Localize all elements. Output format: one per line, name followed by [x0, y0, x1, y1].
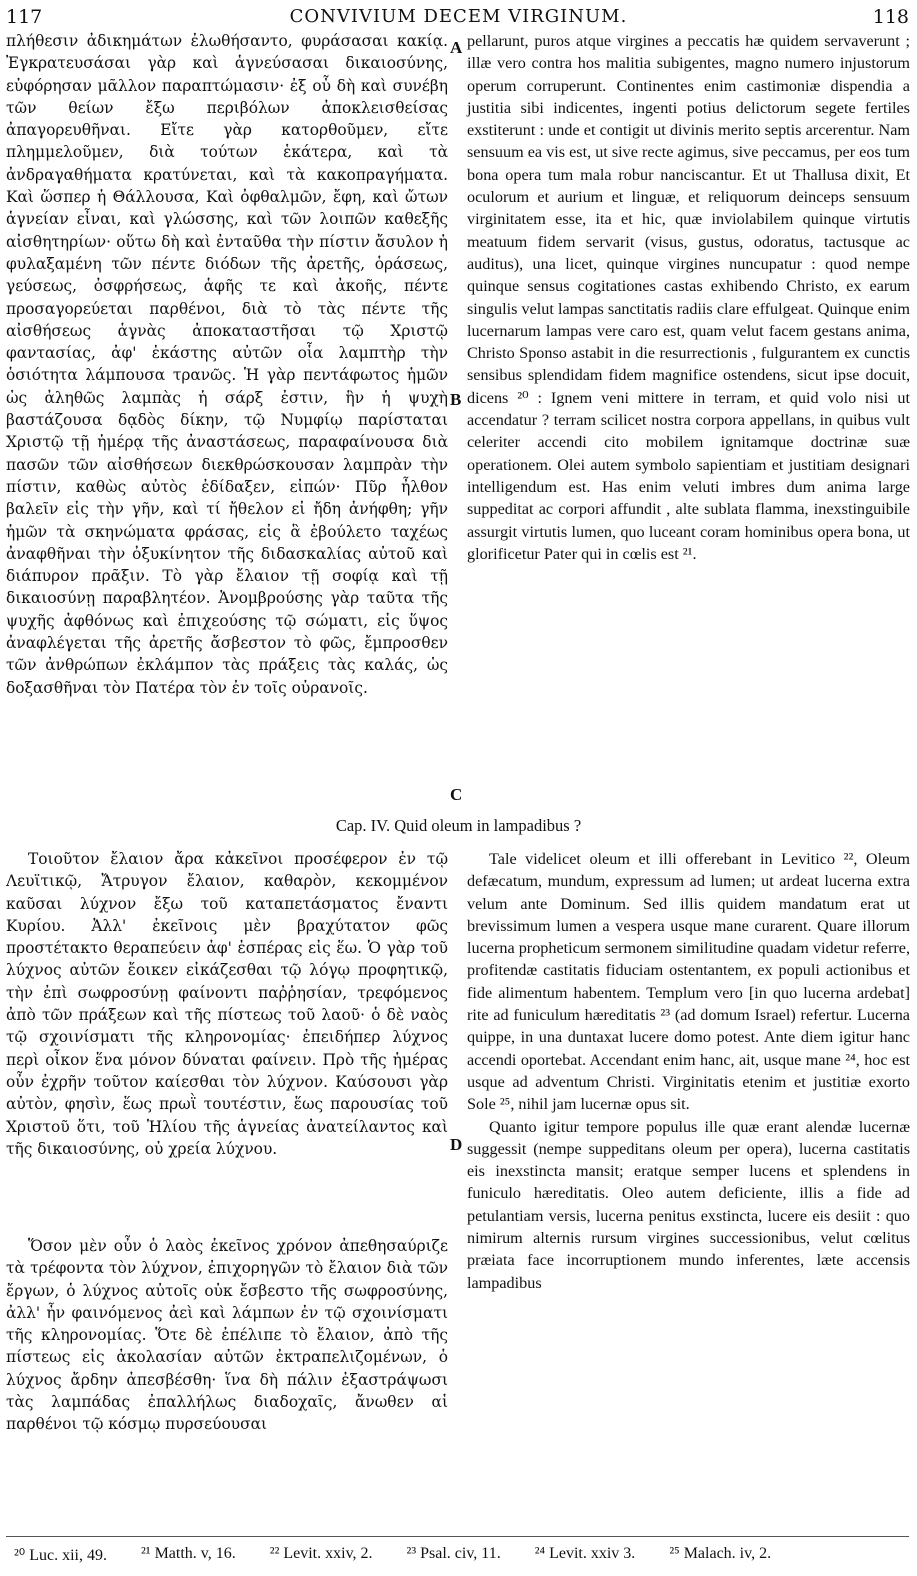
footnote: ²¹ Matth. v, 16.	[140, 1545, 236, 1562]
margin-marker-c: C	[450, 785, 463, 804]
running-header	[0, 4, 917, 30]
latin-column-bottom	[467, 848, 910, 1294]
latin-column-top	[467, 30, 910, 565]
chapter-heading: Cap. IV. Quid oleum in lampadibus ?	[335, 816, 582, 835]
footnote: ²⁰ Luc. xii, 49.	[14, 1547, 107, 1564]
latin-paragraph: pellarunt, puros atque virgines a peccatis hæ quidem servaverunt ; illæ vero contra hos malitia subigentes, magno numero injustorum operum corruperunt. Continentes enim castimoniæ dispendia a justitia sibi indicentes, ingenti potius delictorum segete fertiles exstiterunt : unde et contigit ut divinis merito septis arcerentur. Nam sensuum ea vis est, ut sive recte agimus, sive peccamus, per eos tum bona opera tum mala robur nanciscantur. Et ut Thallusa dixit, Et oculorum et aurium et linguæ, et reliquorum deinceps sensuum virginitatem esse, ita et hic, quæ inviolabilem quinque virtutis meatuum fidem servarit (visus, gustus, odoratus, tactusque ac auditus), una licet, quinque virgines nuncupatur : quod nempe quinque sensus cogitationes castas exhibendo Christo, ex earum singulis velut lampas sanctitatis radiis clare effulgeat. Quinque enim lucernarum lampas vere caro est, quam velut facem gestans anima, Christo Sponso astabit in die resurrectionis , fulgurantem ex cunctis sensibus splendidam fidem magnifice ostendens, sicut ipse docuit, dicens ²⁰ : Ignem veni mittere in terram, et quid volo nisi ut accendatur ? terram scilicet nostra corpora appellans, in quibus vult celeriter accendi cito mobilem ignitamque doctrinæ suæ operationem. Olei autem symbolo sapientiam et justitiam designari intelligendum est. Has enim veluti imbres dum anima large suppeditat ac corpori affundit , alte sublata flamma, inexstinguibile assurgit virtutis lumen, quo luceant coram hominibus opera bona, ut glorificetur Pater qui in cœlis est ²¹.	[467, 32, 910, 563]
latin-paragraph: Tale videlicet oleum et illi offerebant in Levitico ²², Oleum defæcatum, mundum, expressum ad lumen; ut ardeat lucerna extra velum ante Dominum. Sed illis quidem mandatum erat ut brevissimum lumen a vespera usque mane curarent. Quare illorum lucerna propheticum sermonem similitudine quadam videtur referre, profitendæ castitatis fiduciam ostentantem, ex populi actionibus et fide alimentum habentem. Templum vero [in quo lucerna ardebat] rite ad funiculum hæreditatis ²³ (ad domum Israel) refertur. Lucerna quippe, in una duntaxat lucere domo potest. Ante diem igitur hanc accendi oportebat. Accendant enim hanc, ait, usque mane ²⁴, hoc est usque ad adventum Christi. Virginitatis etenim et justitiæ exorto Sole ²⁵, nihil jam lucernæ opus sit.	[467, 850, 910, 1114]
greek-paragraph: Ὅσον μὲν οὖν ὁ λαὸς ἐκεῖνος χρόνον ἀπεθησαύριζε τὰ τρέφοντα τὸν λύχνον, ἐπιχορηγῶν τὸ ἔλαιον διὰ τῶν ἔργων, ὁ λύχνος αὐτοῖς οὐκ ἔσβεστο τῆς σωφροσύνης, ἀλλ' ἦν φαινόμενος ἀεὶ καὶ λάμπων ἐν τῷ σχοινίσματι τῆς κληρονομίας. Ὅτε δὲ ἐπέλιπε τὸ ἔλαιον, ἀπὸ τῆς πίστεως εἰς ἀκολασίαν αὐτῶν ἐκτραπελιζομένων, ὁ λύχνος ἄρδην ἀπεσβέσθη· ἵνα δὴ πάλιν ἐξαστράψωσι τὰς λαμπάδας ἐπαλλήλως διαδοχαῖς, ἄνωθεν αἱ παρθένοι τῷ κόσμῳ πυρσεύουσαι	[6, 1237, 448, 1434]
footnote: ²³ Psal. civ, 11.	[406, 1545, 501, 1562]
margin-marker-a: A	[450, 38, 463, 57]
greek-column-top	[6, 30, 448, 699]
latin-paragraph: Quanto igitur tempore populus ille quæ erant alendæ lucernæ suggessit (nempe suppeditans oleum per opera), lucerna castitatis eis inexstincta mansit; eratque semper lucens et splendens in funiculo hæreditatis. Oleo autem deficiente, illis a fide ad petulantiam versis, lucerna penitus exstincta, lucere eis desiit : quo nimirum alternis rursum virgines successionibus, velut cœlitus præiata face incorruptionem mundo inferentes, læte accensis lampadibus	[467, 1117, 910, 1292]
greek-column-middle	[6, 848, 448, 1160]
footnote: ²² Levit. xxiv, 2.	[269, 1545, 373, 1562]
margin-marker-b: B	[450, 390, 462, 409]
page-number-left: 117	[6, 6, 43, 28]
margin-marker-d: D	[450, 1135, 463, 1154]
greek-paragraph: Τοιοῦτον ἔλαιον ἄρα κἀκεῖνοι προσέφερον ἐν τῷ Λευϊτικῷ, Ἄτρυγον ἔλαιον, καθαρὸν, κεκομμένον καῦσαι λύχνον ἔξω τοῦ καταπετάσματος ἔναντι Κυρίου. Ἀλλ' ἐκεῖνοις μὲν βραχύτατον φῶς προστέτακτο θεραπεύειν ἀφ' ἑσπέρας εἰς ἕω. Ὁ γὰρ τοῦ λύχνος αὐτῶν ἔοικεν εἰκάζεσθαι τῷ λόγῳ προφητικῷ, τὴν ἐπὶ σωφροσύνῃ φαίνοντι παῤῥησίαν, τρεφόμενος ἀπὸ τῶν πράξεων καὶ τῆς πίστεως τοῦ λαοῦ· ὁ δὲ ναὸς τῷ σχοινίσματι τῆς κληρονομίας· ἐπειδήπερ λύχνος περὶ οἶκον ἕνα μόνον δύναται φαίνειν. Πρὸ τῆς ἡμέρας οὖν ἐχρῆν τοῦτον καίεσθαι τὸν λύχνον. Καύσουσι γὰρ αὐτὸν, φησὶν, ἕως πρωῒ τουτέστιν, ἕως παρουσίας τοῦ Χριστοῦ ὅτι, τοῦ Ἡλίου τῆς ἁγνείας ἀνατείλαντος καὶ τῆς δικαιοσύνης, οὐ χρεία λύχνου.	[6, 850, 448, 1158]
footnotes	[14, 1545, 904, 1565]
page-number-right: 118	[872, 6, 909, 28]
greek-paragraph: πλήθεσιν ἀδικημάτων ἐλωθήσαντο, φυράσασαι κακίᾳ. Ἐγκρατευσάσαι γὰρ καὶ ἁγνεύσασαι δικαιοσύνης, εὐφόρησαν μᾶλλον παραπτώμασιν· ἐξ οὗ δὴ καὶ συνέβη τῶν θείων ἔξω περιβόλων ἀποκλεισθείσας ἀπαγορευθῆναι. Εἴτε γὰρ κατορθοῦμεν, εἴτε πλημμελοῦμεν, διὰ τούτων ἑκάτερα, καὶ τὰ ἀνδραγαθήματα κρατύνεται, καὶ τὰ κακοπραγήματα. Καὶ ὥσπερ ἡ Θάλλουσα, Καὶ ὀφθαλμῶν, ἔφη, καὶ ὤτων ἁγνείαν εἶναι, καὶ γλώσσης, καὶ τῶν λοιπῶν καθεξῆς αἰσθητηρίων· οὕτω δὴ καὶ ἐνταῦθα τὴν πίστιν ἄσυλον ἡ φυλαξαμένη τῶν πέντε διόδων τῆς ἀρετῆς, ὁράσεως, γεύσεως, ὀσφρήσεως, ἁφῆς τε καὶ ἀκοῆς, πέντε προσαγορεύεται παρθένοι, διὰ τὸ τὰς πέντε τῆς αἰσθήσεως ἁγνὰς ἀποκαταστῆσαι τῷ Χριστῷ φαντασίας, ἀφ' ἑκάστης αὐτῶν οἷα λαμπτὴρ τὴν ὁσιότητα λάμπουσα τρανῶς. Ἡ γὰρ πεντάφωτος ἡμῶν ὡς ἀληθῶς λαμπὰς ἡ σάρξ ἐστιν, ἣν ἡ ψυχὴ βαστάζουσα δᾳδὸς δίκην, τῷ Νυμφίῳ παρίσταται Χριστῷ τῇ ἡμέρᾳ τῆς ἀναστάσεως, παραφαίνουσα διὰ πασῶν τῶν αἰσθήσεων διεκθρώσκουσαν λαμπρὰν τὴν πίστιν, καθὼς αὐτὸς ἐδίδαξεν, εἰπών· Πῦρ ἦλθον βαλεῖν εἰς τὴν γῆν, καὶ τί ἤθελον εἰ ἤδη ἀνήφθη; γῆν ἡμῶν τὰ σκηνώματα φράσας, εἰς ἃ ἐβούλετο ταχέως ἀναφθῆναι τὴν ὀξυκίνητον τῆς διδασκαλίας αὐτοῦ καὶ διάπυρον πρᾶξιν. Τὸ γὰρ ἔλαιον τῇ σοφίᾳ καὶ τῇ δικαιοσύνῃ παραβλητέον. Ἀνομβρούσης γὰρ ταῦτα τῆς ψυχῆς ἀφθόνως καὶ ἐπιχεούσης τῷ σώματι, εἰς ὕψος ἀναφλέγεται τῆς ἀρετῆς ἄσβεστον τὸ φῶς, ἔμπροσθεν τῶν ἀνθρώπων ἐκλάμπον τὰς πράξεις τὰς καλάς, ὡς δοξασθῆναι τὸν Πατέρα τὸν ἐν τοῖς οὐρανοῖς.	[6, 32, 448, 697]
footnote-rule	[6, 1536, 909, 1537]
footnote: ²⁴ Levit. xxiv 3.	[534, 1545, 636, 1562]
footnote: ²⁵ Malach. iv, 2.	[669, 1545, 772, 1562]
running-title: CONVIVIUM DECEM VIRGINUM.	[289, 6, 628, 27]
greek-column-bottom	[6, 1235, 448, 1436]
